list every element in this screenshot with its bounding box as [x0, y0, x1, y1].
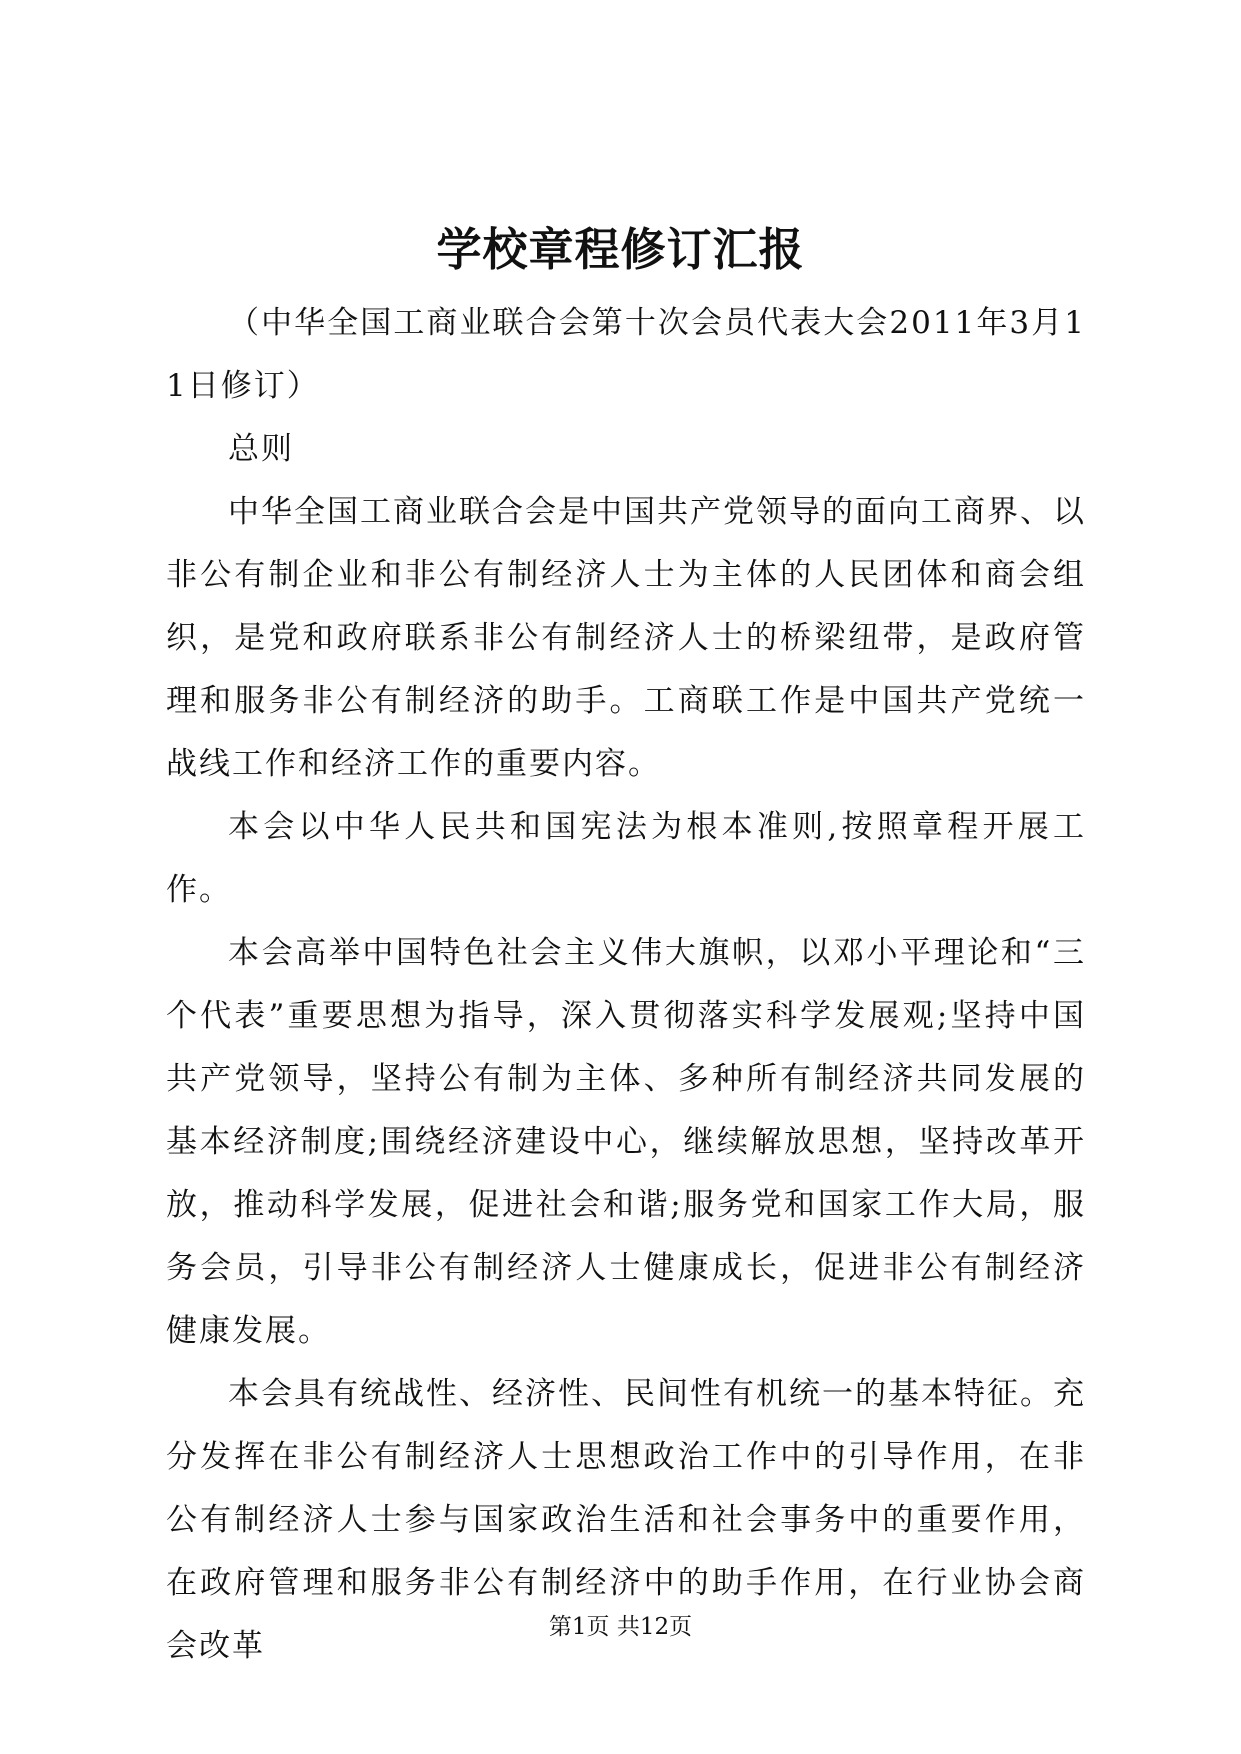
document-title: 学校章程修订汇报 [436, 223, 805, 276]
document-body [166, 292, 1086, 1678]
body-paragraph: 本会具有统战性、经济性、民间性有机统一的基本特征。充分发挥在非公有制经济人士思想政治工作中的引导作用，在非公有制经济人士参与国家政治生活和社会事务中的重要作用，在政府管理和服务非公有制经济中的助手作用，在行业协会商会改革 [166, 1376, 1086, 1664]
page-number-footer: 第1页 共12页 [548, 1614, 693, 1640]
body-paragraph: 本会以中华人民共和国宪法为根本准则,按照章程开展工作。 [166, 809, 1086, 908]
section-heading: 总则 [228, 431, 294, 467]
body-paragraph: 中华全国工商业联合会是中国共产党领导的面向工商界、以非公有制企业和非公有制经济人士为主体的人民团体和商会组织，是党和政府联系非公有制经济人士的桥梁纽带，是政府管理和服务非公有制经济的助手。工商联工作是中国共产党统一战线工作和经济工作的重要内容。 [166, 494, 1086, 782]
body-paragraph: 本会高举中国特色社会主义伟大旗帜，以邓小平理论和“三个代表”重要思想为指导，深入贯彻落实科学发展观;坚持中国共产党领导，坚持公有制为主体、多种所有制经济共同发展的基本经济制度;围绕经济建设中心，继续解放思想，坚持改革开放，推动科学发展，促进社会和谐;服务党和国家工作大局，服务会员，引导非公有制经济人士健康成长，促进非公有制经济健康发展。 [166, 935, 1086, 1349]
revision-note: （中华全国工商业联合会第十次会员代表大会2011年3月11日修订） [166, 305, 1086, 404]
